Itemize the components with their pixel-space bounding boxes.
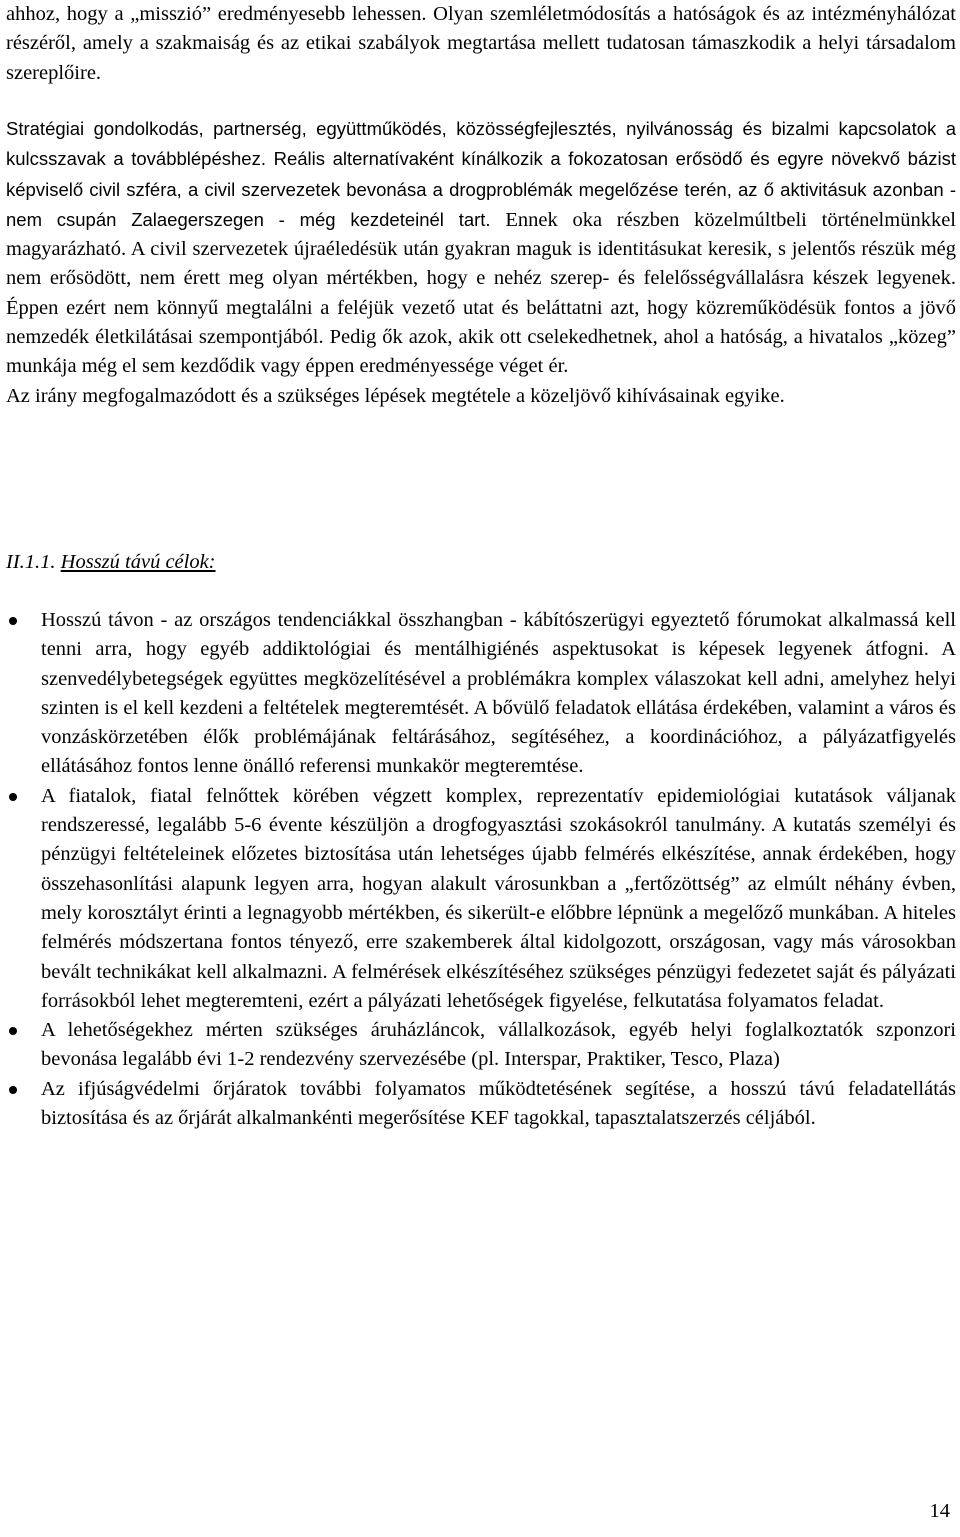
paragraph-sans-segment: Stratégiai gondolkodás, partnerség, együttműködés, közösségfejlesztés, nyilvánosság és bizalmi kapcsolatok a kulcsszavak a továbblépéshez. Reális alternatívaként kínálkozik a fokozatosan erősödő és egyre növekvő bázist képviselő civil szféra, a civil szervezetek bevonása a drogproblémák megelőzése terén, az ő aktivitásuk azonban - nem csupán Zalaegerszegen - még kezdeteinél tart. — [6, 118, 956, 230]
paragraph-intro: ahhoz, hogy a „misszió” eredményesebb lehessen. Olyan szemléletmódosítás a hatóságok és az intézményhálózat részéről, amely a szakmaiság és az etikai szabályok megtartása mellett tudatosan támaszkodik a helyi társadalom szereplőire. — [6, 3, 956, 84]
paragraph-civil-sphere-body — [6, 114, 956, 382]
paragraph-closing: Az irány megfogalmazódott és a szükséges lépések megtétele a közeljövő kihívásainak egyike. — [6, 384, 785, 407]
list-item-text: Az ifjúságvédelmi őrjáratok további folyamatos működtetésének segítése, a hosszú távú feladatellátás biztosítása és az őrjárát alkalmankénti megerősítése KEF tagokkal, tapasztalatszerzés céljából. — [41, 1077, 956, 1130]
section-title: Hosszú távú célok: — [60, 551, 216, 573]
list-item — [6, 606, 956, 782]
goals-list — [6, 606, 956, 1133]
section-number: II.1.1. — [6, 551, 61, 573]
list-item-text: A lehetőségekhez mérten szükséges áruházláncok, vállalkozások, egyéb helyi foglalkoztatók szponzori bevonása legalább évi 1-2 rendezvény szervezésébe (pl. Interspar, Praktiker, Tesco, Plaza) — [41, 1019, 956, 1071]
paragraph-serif-segment: Ennek oka részben közelmúltbeli történelmünkkel magyarázható. A civil szervezetek újraéledésük után gyakran maguk is identitásukat keresik, s jelentős részük még nem erősödött, nem érett meg olyan mértékben, hogy e nehéz szerep- és felelősségvállalásra készek legyenek. Éppen ezért nem könnyű megtalálni a feléjük vezető utat és beláttatni azt, hogy közreműködésük fontos a jövő nemzedék életkilátásai szempontjából. Pedig ők azok, akik ott cselekedhetnek, ahol a hatóság, a hivatalos „közeg” munkája még el sem kezdődik vagy éppen eredményessége véget ér. — [6, 208, 956, 378]
list-item-text: A fiatalok, fiatal felnőttek körében végzett komplex, reprezentatív epidemiológiai kutatások váljanak rendszeressé, legalább 5-6 évente készüljön a drogfogyasztási szokásokról tanulmány. A kutatás személyi és pénzügyi feltételeinek előzetes biztosítása után lehetséges újabb felmérés elkészítése, annak érdekében, hogy összehasonlítási alapunk legyen arra, hogyan alakult városunkban a „fertőzöttség” az elmúlt néhány évben, mely korosztályt érinti a legnagyobb mértékben, és sikerült-e előbbre lépnünk a megelőző munkában. A hiteles felmérés módszertana fontos tényező, erre szakemberek által kidolgozott, országosan, vagy más városokban bevált technikákat kell alkalmazni. A felmérések elkészítéséhez szükséges pénzügyi fedezetet saját és pályázati forrásokból lehet megteremteni, ezért a pályázati lehetőségek figyelése, felkutatása folyamatos feladat. — [41, 784, 956, 1012]
paragraph-civil-sphere — [6, 114, 956, 411]
section-heading — [6, 548, 216, 577]
bullet-icon — [9, 793, 17, 801]
list-item — [6, 1075, 956, 1134]
bullet-icon — [9, 1086, 17, 1094]
bullet-icon — [9, 617, 17, 625]
list-item-text: Hosszú távon - az országos tendenciákkal összhangban - kábítószerügyi egyeztető fórumokat alkalmassá kell tenni arra, hogy egyéb addiktológiai és mentálhigiénés aspektusokat is képesek legyenek átfogni. A szenvedélybetegségek együttes megközelítésével a problémákra komplex válaszokat kell adni, amelyhez helyi szinten is el kell kezdeni a feltételek megteremtését. A bővülő feladatok ellátása érdekében, valamint a város és vonzáskörzetében élők problémájának feltárásához, segítéséhez, a koordinációhoz, a pályázatfigyelés ellátásához fontos lenne önálló referensi munkakör megteremtése. — [41, 609, 956, 778]
bullet-icon — [9, 1027, 17, 1035]
list-item — [6, 1016, 956, 1075]
page-number: 14 — [929, 1500, 950, 1522]
list-item — [6, 782, 956, 1016]
